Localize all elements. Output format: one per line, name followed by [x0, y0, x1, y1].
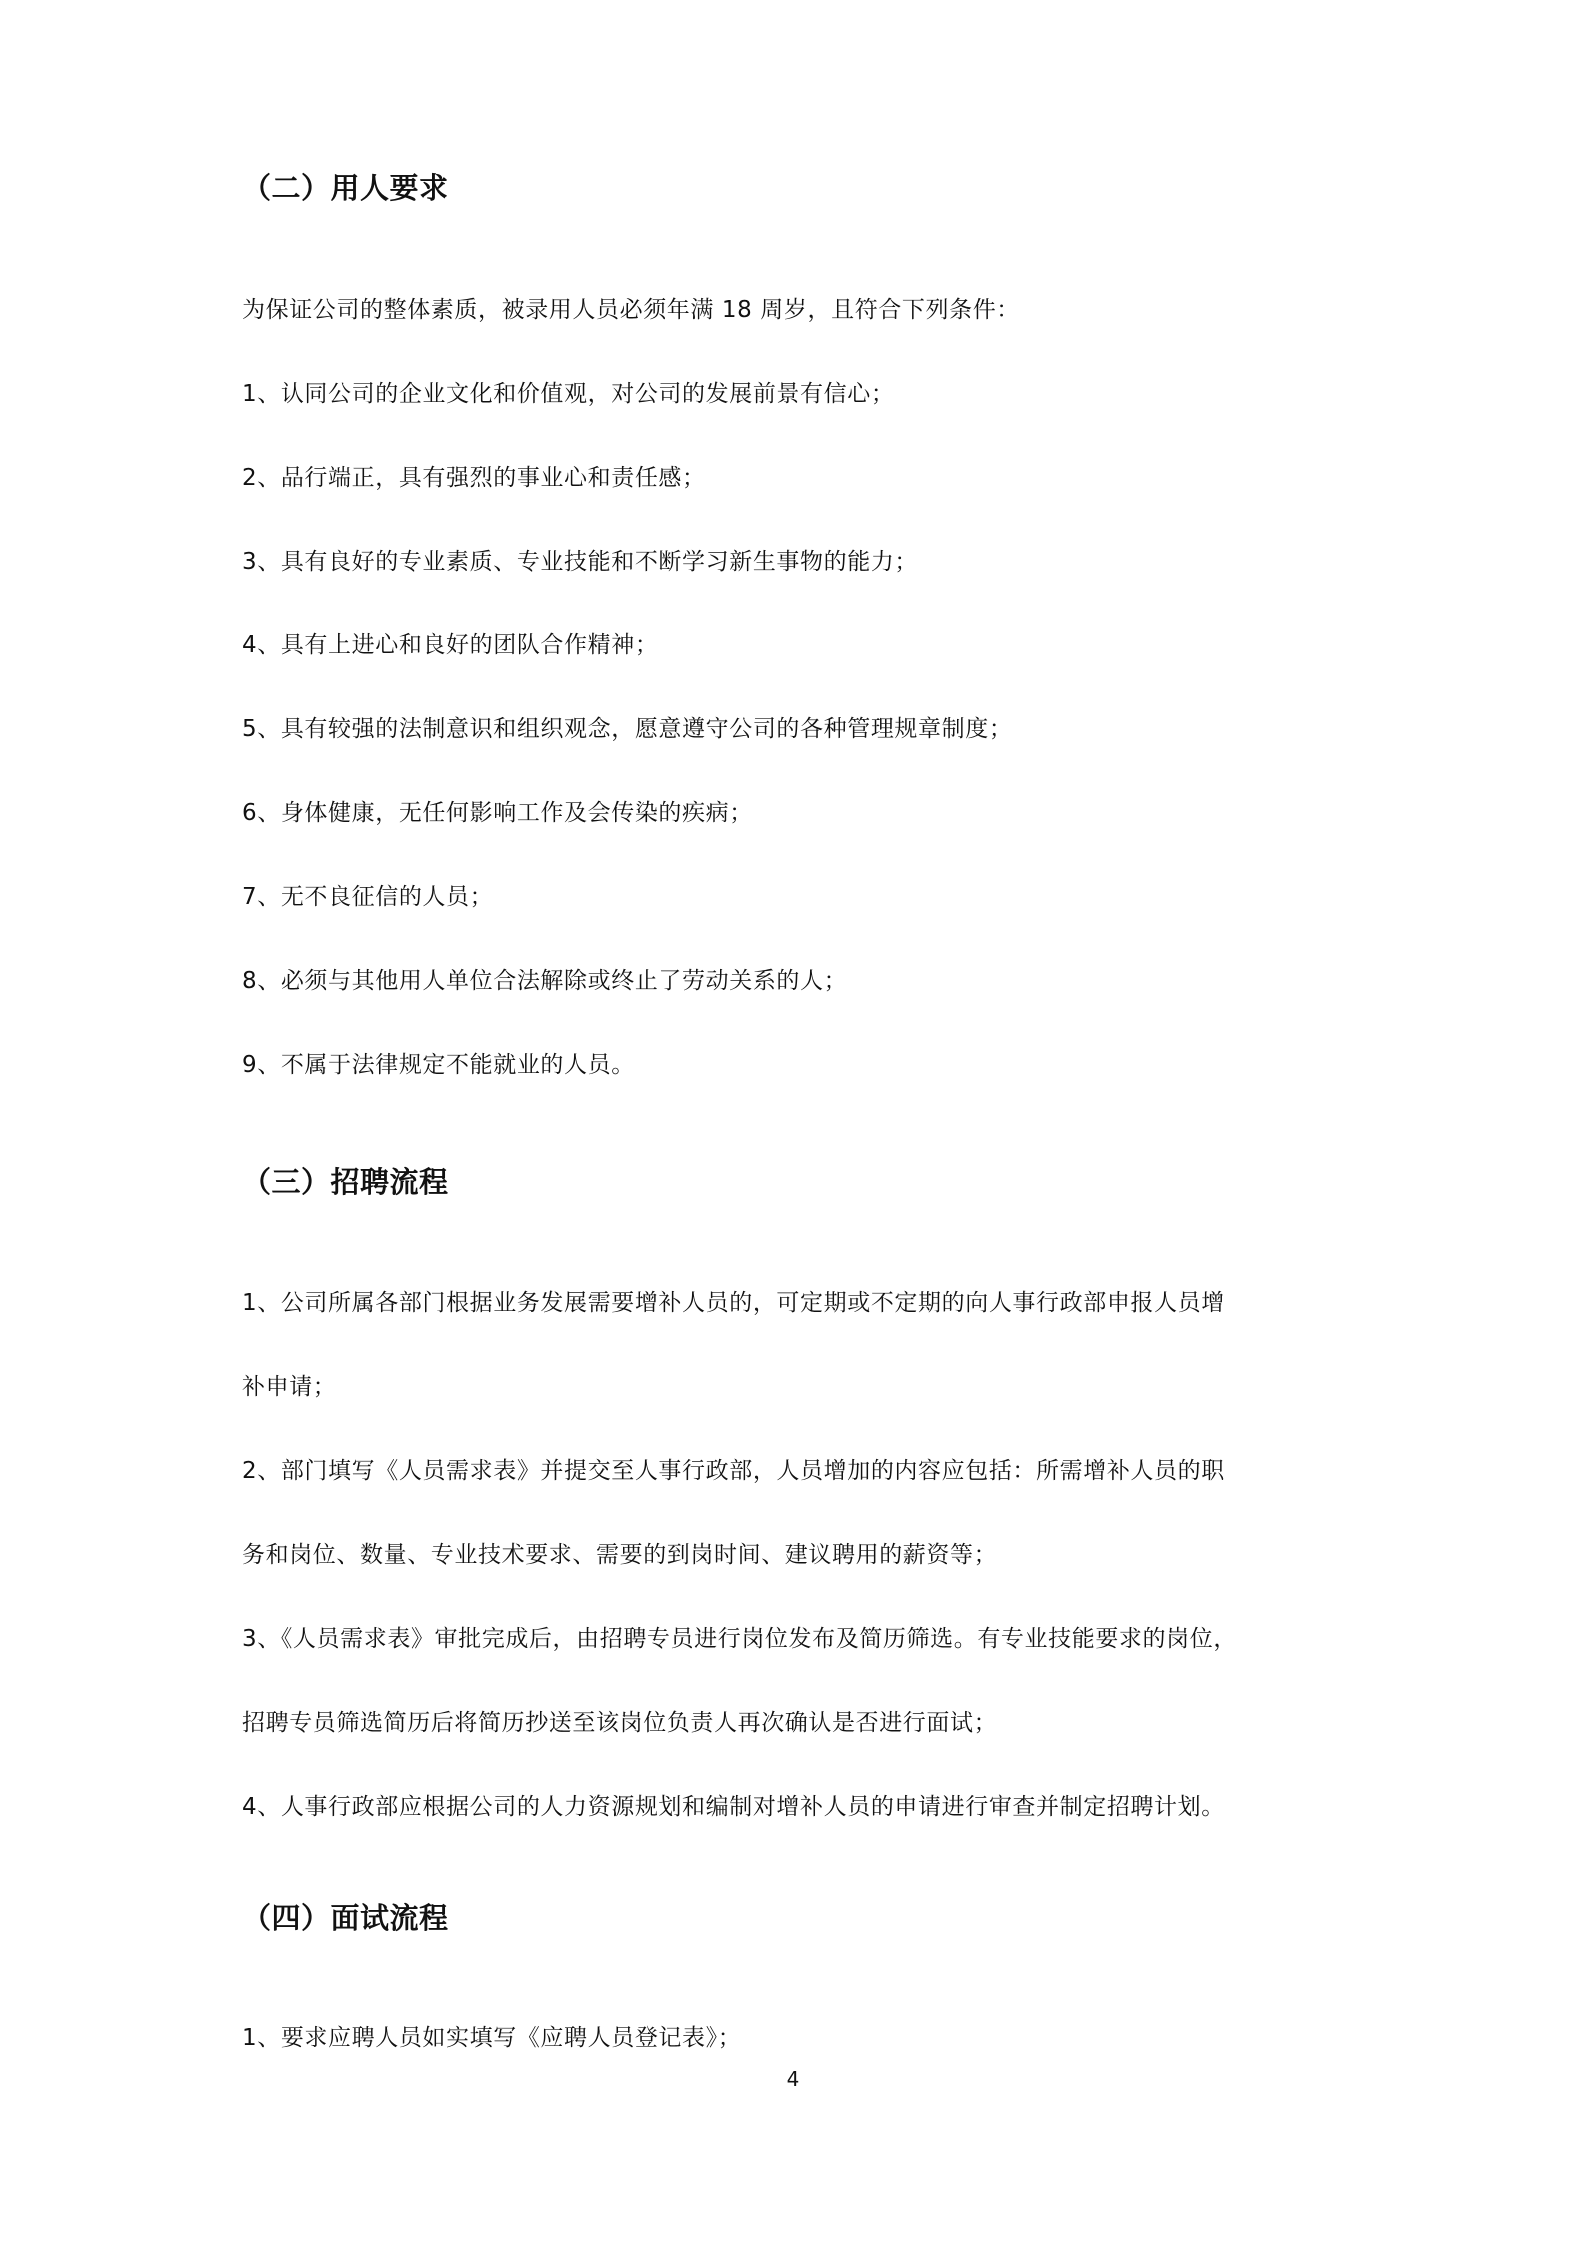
list-item: 9、不属于法律规定不能就业的人员。	[242, 1052, 635, 1078]
section-heading-recruitment-process: （三）招聘流程	[242, 1165, 449, 1199]
list-item-continuation: 务和岗位、数量、专业技术要求、需要的到岗时间、建议聘用的薪资等；	[242, 1542, 998, 1568]
section-heading-requirements: （二）用人要求	[242, 171, 449, 205]
list-item: 4、人事行政部应根据公司的人力资源规划和编制对增补人员的申请进行审查并制定招聘计划。	[242, 1794, 1225, 1820]
list-item: 3、具有良好的专业素质、专业技能和不断学习新生事物的能力；	[242, 549, 919, 575]
list-item-continuation: 招聘专员筛选简历后将简历抄送至该岗位负责人再次确认是否进行面试；	[242, 1710, 998, 1736]
page-number: 4	[786, 2067, 800, 2091]
list-item: 7、无不良征信的人员；	[242, 884, 494, 910]
list-item: 1、公司所属各部门根据业务发展需要增补人员的，可定期或不定期的向人事行政部申报人员增	[242, 1290, 1225, 1316]
list-item: 1、认同公司的企业文化和价值观，对公司的发展前景有信心；	[242, 381, 895, 407]
list-item: 1、要求应聘人员如实填写《应聘人员登记表》；	[242, 2025, 742, 2051]
paragraph-intro: 为保证公司的整体素质，被录用人员必须年满 18 周岁，且符合下列条件：	[242, 297, 1020, 323]
list-item: 8、必须与其他用人单位合法解除或终止了劳动关系的人；	[242, 968, 848, 994]
list-item: 2、品行端正，具有强烈的事业心和责任感；	[242, 465, 706, 491]
list-item: 3、《人员需求表》审批完成后，由招聘专员进行岗位发布及简历筛选。有专业技能要求的岗位，	[242, 1626, 1237, 1652]
list-item: 5、具有较强的法制意识和组织观念，愿意遵守公司的各种管理规章制度；	[242, 716, 1013, 742]
list-item: 2、部门填写《人员需求表》并提交至人事行政部，人员增加的内容应包括：所需增补人员的职	[242, 1458, 1225, 1484]
list-item: 6、身体健康，无任何影响工作及会传染的疾病；	[242, 800, 753, 826]
list-item: 4、具有上进心和良好的团队合作精神；	[242, 632, 659, 658]
list-item-continuation: 补申请；	[242, 1374, 337, 1400]
section-heading-interview-process: （四）面试流程	[242, 1901, 449, 1935]
